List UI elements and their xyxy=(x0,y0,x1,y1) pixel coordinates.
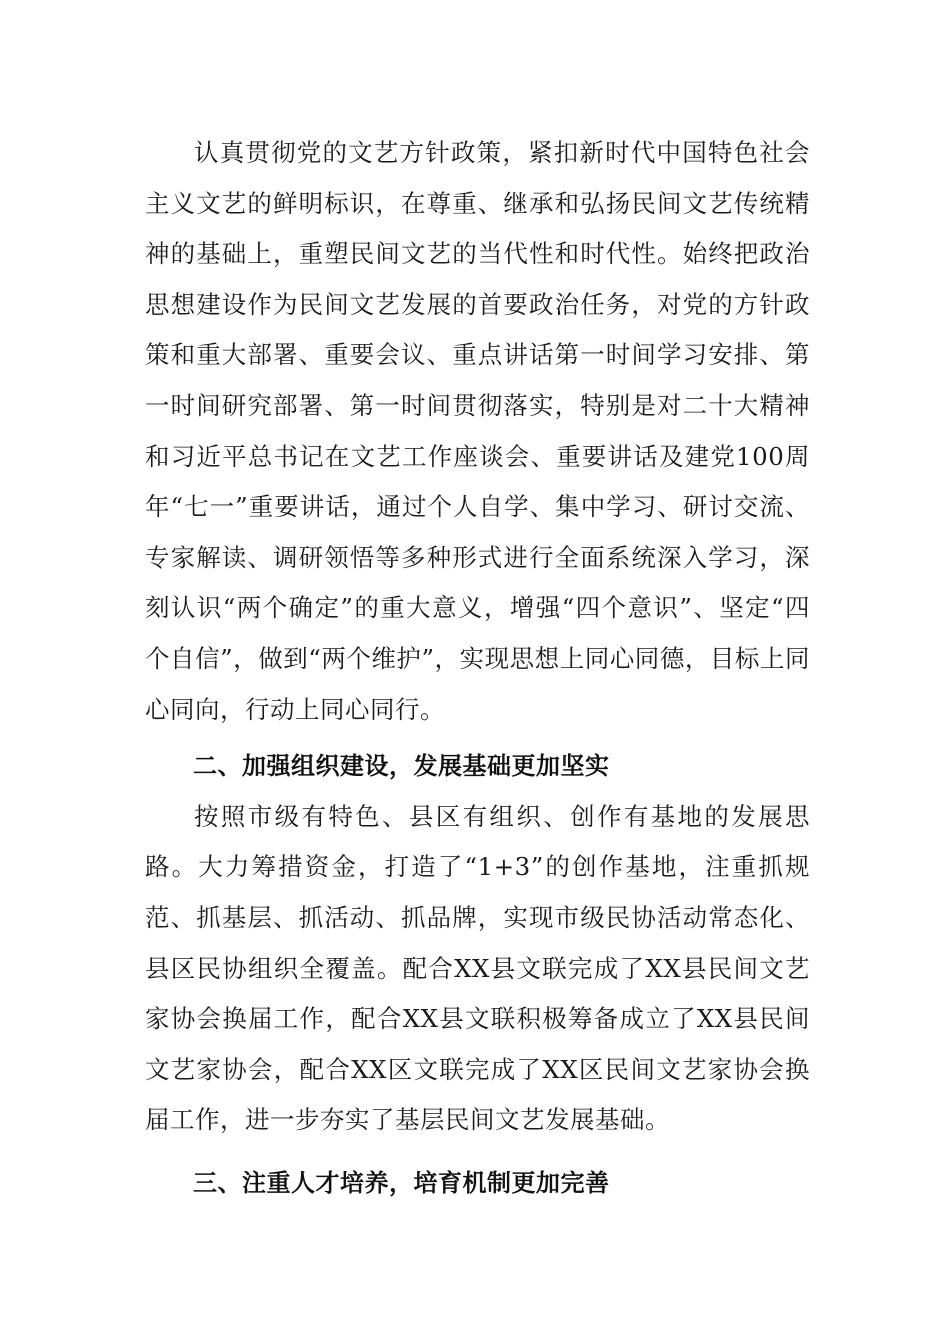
document-body xyxy=(145,128,810,1208)
paragraph-political-construction: 认真贯彻党的文艺方针政策，紧扣新时代中国特色社会主义文艺的鲜明标识，在尊重、继承和弘扬民间文艺传统精神的基础上，重塑民间文艺的当代性和时代性。始终把政治思想建设作为民间文艺发展的首要政治任务，对党的方针政策和重大部署、重要会议、重点讲话第一时间学习安排、第一时间研究部署、第一时间贯彻落实，特别是对二十大精神和习近平总书记在文艺工作座谈会、重要讲话及建党100周年“七一”重要讲话，通过个人自学、集中学习、研讨交流、专家解读、调研领悟等多种形式进行全面系统深入学习，深刻认识“两个确定”的重大意义，增强“四个意识”、坚定“四个自信”，做到“两个维护”，实现思想上同心同德，目标上同心同向，行动上同心同行。 xyxy=(145,138,810,724)
section-heading-talent: 三、注重人才培养，培育机制更加完善 xyxy=(193,1168,610,1197)
section-heading-organization: 二、加强组织建设，发展基础更加坚实 xyxy=(193,752,610,781)
paragraph-organization-construction: 按照市级有特色、县区有组织、创作有基地的发展思路。大力筹措资金，打造了“1+3”的创作基地，注重抓规范、抓基层、抓活动、抓品牌，实现市级民协活动常态化、县区民协组织全覆盖。配合XX县文联完成了XX县民间文艺家协会换届工作，配合XX县文联积极筹备成立了XX县民间文艺家协会，配合XX区文联完成了XX区民间文艺家协会换届工作，进一步夯实了基层民间文艺发展基础。 xyxy=(145,801,810,1135)
